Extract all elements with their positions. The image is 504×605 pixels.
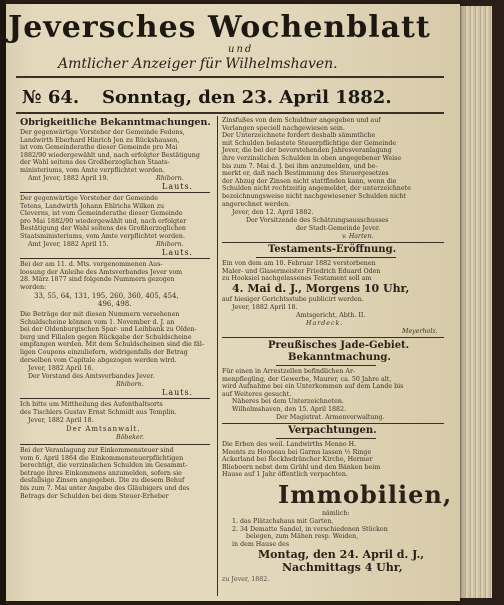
issue-date: Sonntag, den 23. April 1882. (102, 87, 392, 108)
left-p1-line: 1882/90 wiedergewählt und, nach erfolgter Bestätigung (20, 151, 200, 159)
left-separator (20, 444, 210, 445)
masthead-title: Jeversches Wochenblatt (8, 10, 431, 45)
right-signature: v. Harten. (342, 233, 374, 240)
newspaper-page (6, 4, 460, 601)
right-p1-line: mit Schulden belastete Steuerpflichtige der Gemeinde (222, 139, 397, 147)
right-p1-line: angerechnet werden. (222, 200, 291, 208)
right-p1-line: Zinsfußes von dem Schuldner angegeben und auf (222, 117, 381, 124)
right-section-heading: Testaments-Eröffnung. (268, 244, 397, 255)
masthead-und: und (228, 44, 254, 55)
right-p2-line: Maler- und Glasermeister Friedrich Eduard Oden (222, 267, 381, 275)
right-emph: 4. Mai d. J., Morgens 10 Uhr, (232, 282, 410, 295)
right-p1-line: merkt er, daß nach Bestimmung des Steuergesetzes (222, 170, 389, 178)
right-section-heading: Verpachtungen. (288, 425, 377, 436)
masthead-rule-bottom (16, 112, 444, 114)
left-p4-line: burg und Filialen gegen Rückgabe der Schuldscheine (20, 333, 192, 341)
right-emph: Nachmittags 4 Uhr, (282, 561, 403, 574)
right-p5-line: in dem Hause des (232, 540, 290, 548)
left-p4-line: Schuldscheine können vom 1. November d. J. an (20, 318, 175, 326)
left-date: Der Amtsanwalt. (66, 425, 141, 433)
left-p6-line: desfallsige Zinsen angegeben. Die zu diesem Behuf (20, 477, 185, 485)
left-p1-line: der Wahl seitens des Großherzoglichen Staats- (20, 159, 170, 167)
right-p5-line: zu Jever, 1882. (222, 576, 270, 583)
right-emph: Montag, den 24. April d. J., (258, 548, 425, 561)
right-p2-line: Ein von dem am 10. Februar 1882 verstorbenen (222, 260, 376, 267)
right-p3-line: Näheres bei dem Unterzeichneten. (232, 398, 344, 406)
left-p1-line: ministeriums, vom Amte verpflichtet worden. (20, 167, 165, 174)
right-p1-line: Jever, die bei der bevorstehenden Jahresveranlagung (222, 147, 392, 155)
left-p2-line: pro Mai 1882/90 wiedergewählt und, nach erfolgter (20, 217, 187, 225)
right-p1-line: bezeichnungsweise nicht nachgewiesener Schulden nicht (222, 193, 407, 200)
left-p1-line: Landwirth Eberhard Hinrich Jen zu Rückshausen, (20, 136, 180, 144)
left-p2-line: Der gegenwärtige Vorsteher der Gemeinde (20, 195, 158, 202)
left-p6-line: Bei der Veranlagung zur Einkommensteuer sind (20, 447, 174, 454)
drawn-numbers: 496, 498. (98, 300, 132, 308)
right-p3-line: menpflegling, der Gewerbe, Maurer, ca. 50 Jahre alt, (222, 375, 392, 383)
left-heading: Obrigkeitliche Bekanntmachungen. (20, 117, 211, 128)
heading-underline (276, 438, 376, 439)
right-date: Der Magistrat. Armenverwaltung. (276, 414, 385, 421)
left-p4-line: bei der Oldenburgischen Spar- und Leihbank zu Olden- (20, 326, 197, 334)
heading-underline (256, 257, 396, 258)
left-p3-line: Bei der am 11. d. Mts. vorgenommenen Aus- (20, 261, 163, 268)
right-separator (222, 337, 444, 338)
masthead-subtitle: Amtlicher Anzeiger für Wilhelmshaven. (58, 56, 338, 72)
right-p4-line: Blieboern nebst dem Grühl und den Bänken beim (222, 463, 381, 471)
left-signature: Böbeker. (116, 434, 145, 441)
right-p3-line: wird Aufnahme bei ein Unterkommen auf dem Lande bis (222, 383, 404, 391)
left-p6-line: vom 6. April 1864 die Einkommensteuerpflichtigen (20, 454, 184, 462)
right-p1-line: der Abzug der Zinsen nicht stattfinden kann, wenn die (222, 177, 397, 185)
left-date: Amt Jever, 1882 April 15. (28, 241, 109, 248)
left-p2-line: Bestätigung der Wahl seitens des Großherzoglichen (20, 225, 186, 233)
left-p2-line: Cleverns, ist vom Gemeinderathe dieser Gemeinde (20, 210, 183, 218)
left-date: Jever, 1882 April 18. (28, 417, 94, 424)
left-p4-line: Die Beträge der mit diesen Nummern versehenen (20, 311, 180, 318)
left-separator (20, 258, 210, 259)
right-date: Amtsgericht, Abth. II. (296, 312, 366, 319)
left-p5-line: des Tischlers Gustav Ernst Schmidt aus Templin. (20, 408, 177, 416)
right-p1-line: bis zum 7. Mai d. J. bei ihm anzumelden, und be- (222, 162, 378, 170)
left-p3-line: worden: (20, 283, 47, 291)
right-p1-line: ihre verzinslichen Schulden in oben angegebener Weise (222, 155, 402, 162)
right-date: Wilhelmshaven, den 15. April 1882. (232, 406, 347, 413)
left-p6-line: bis zum 7. Mai unter Angabe des Gläubigers und des (20, 485, 190, 492)
left-signature: Rhiborn. (156, 241, 184, 248)
left-p6-line: Betrags der Schulden bei dem Steuer-Erheber (20, 492, 169, 500)
right-section-heading: Bekanntmachung. (288, 352, 391, 363)
left-p4-line: derselben vom Capitale abgezogen werden wird. (20, 356, 177, 364)
right-date: Jever, 1882 April 18. (232, 304, 298, 311)
left-signature: Lauts. (162, 182, 194, 191)
left-p6-line: berechtigt, die verzinslichen Schulden im Gesammt- (20, 462, 188, 470)
left-p6-line: betrage ihres Einkommens anzumelden, sofern sie (20, 469, 182, 477)
left-p4-line: ligen Coupons einzuliefern, widrigenfalls der Betrag (20, 349, 188, 356)
right-p1-line: Der Unterzeichnete fordert deshalb sämmtliche (222, 132, 376, 140)
left-separator (20, 192, 210, 193)
right-p5-line: nämlich: (322, 510, 350, 517)
left-p1-line: ist vom Gemeinderathe dieser Gemeinde pro Mai (20, 144, 178, 152)
book-page-edges (458, 6, 492, 598)
left-signature: Lauts. (162, 388, 194, 397)
right-p4-line: Ackerland bei Reckhsdräncher Kirche, Hermer (222, 456, 373, 464)
left-signature: Rhiborn. (116, 381, 144, 388)
left-signature: Lauts. (162, 248, 194, 257)
left-date: Jever, 1882 April 16. (28, 365, 94, 372)
right-p4-line: Die Erben des weil. Landwirths Menno H. (222, 441, 357, 448)
right-p1-line: Verlangen speciell nachgewiesen sein. (222, 124, 345, 132)
left-p1-line: Der gegenwärtige Vorsteher der Gemeinde Fedens, (20, 129, 185, 136)
right-date: der Stadt-Gemeinde Jever. (296, 225, 381, 232)
right-p2-line: auf hiesiger Gerichtsstube publicirt werden. (222, 296, 364, 303)
right-p3-line: auf Weiteres gesucht. (222, 390, 292, 398)
right-p3-line: Für einen in Arrestzellen befindlichen Ar- (222, 368, 356, 375)
left-separator (20, 398, 210, 399)
right-separator (222, 242, 444, 243)
left-signature: Rhiborn. (156, 175, 184, 182)
right-date: Jever, den 12. April 1882. (232, 209, 314, 216)
immobilien-heading: Immobilien, (278, 480, 453, 509)
column-divider (217, 116, 218, 596)
right-signature: Meyerholz. (402, 328, 438, 335)
right-p5-line: belegen, zum Mähen resp. Weiden, (246, 533, 359, 541)
masthead-rule-top (16, 76, 444, 78)
right-p5-line: 1. das Plätzchshaus mit Garten, (232, 518, 334, 525)
left-p4-line: empfangen werden. Mit dem Schuldscheinen sind die fäl- (20, 341, 205, 349)
right-p4-line: Meents zu Hoopeau bei Garms lassen ½ Ringe (222, 448, 372, 456)
left-date: Amt Jever, 1882 April 19. (28, 175, 109, 182)
right-date: Der Vorsitzende des Schätzungsausschusses (246, 217, 389, 224)
left-p5-line: Ich bitte um Mittheilung des Aufenthaltsorts (20, 401, 163, 408)
heading-underline (276, 365, 376, 366)
right-p5-line: 2. 34 Dematte Sandel, in verschiedenen Stücken (232, 525, 388, 533)
left-date: Der Vorstand des Amtsverbandes Jever. (28, 373, 155, 380)
right-p1-line: Schulden nicht rechtzeitig angemeldet, der unterzeichnete (222, 185, 411, 193)
drawn-numbers: 33, 55, 64, 131, 195, 260, 360, 405, 454, (34, 292, 179, 300)
left-p2-line: Tetens, Landwirth Johann Ehlrichs Wilken zu (20, 202, 165, 210)
right-signature: Hardeck. (306, 320, 344, 327)
left-p2-line: Staatsministeriums, vom Amte verpflichtet worden. (20, 233, 185, 240)
issue-number: № 64. (22, 87, 80, 108)
left-p3-line: 28. März 1877 sind folgende Nummern gezogen (20, 276, 175, 284)
right-separator (222, 423, 444, 424)
right-section-heading: Preußisches Jade-Gebiet. (268, 340, 410, 351)
right-p4-line: Hause auf 1 Jahr öffentlich verpachten. (222, 471, 348, 479)
right-p2-line: zu Hooksiel nachgelassenes Testament soll am (222, 275, 372, 283)
left-p3-line: loosung der Anleihe des Amtsverbandes Jever vom (20, 268, 183, 276)
